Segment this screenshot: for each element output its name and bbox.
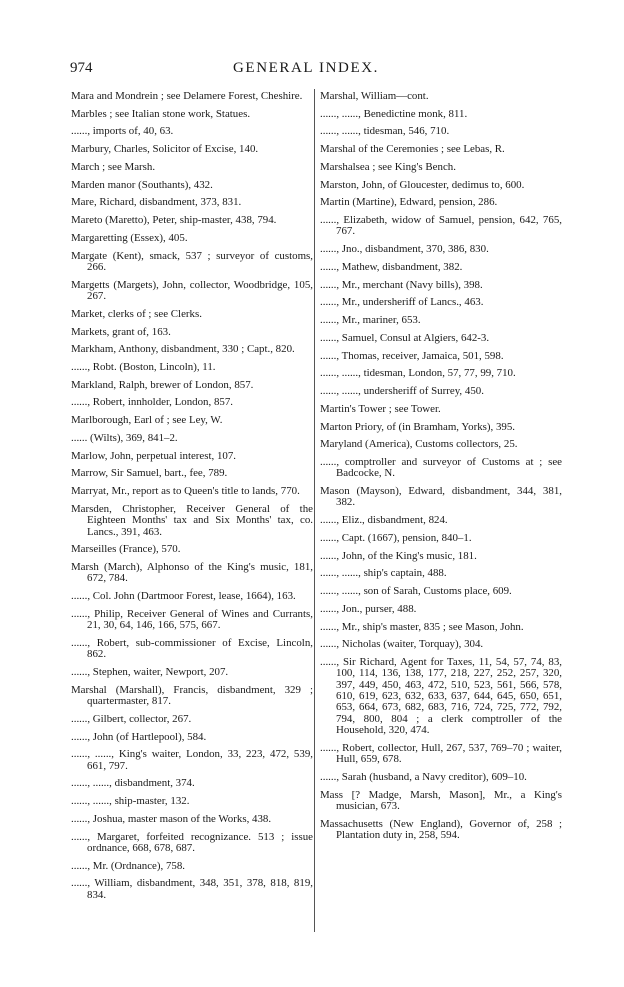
index-entry: Marsden, Christopher, Receiver General of the Eighteen Months' tax and Six Months' tax, co. Lancs., 391, 463. <box>71 502 313 538</box>
index-entry: Marseilles (France), 570. <box>71 543 181 556</box>
index-entry: ......, Robert, sub-commissioner of Excise, Lincoln, 862. <box>71 636 313 661</box>
index-entry: Mareto (Maretto), Peter, ship-master, 438, 794. <box>71 214 277 227</box>
index-entry: ......, Robert, innholder, London, 857. <box>71 396 233 409</box>
page-number: 974 <box>70 60 93 76</box>
index-entry: ......, comptroller and surveyor of Customs at ; see Badcocke, N. <box>320 456 562 480</box>
index-entry: Marlow, John, perpetual interest, 107. <box>71 449 237 462</box>
column-divider <box>314 89 315 932</box>
index-entry: ......, Elizabeth, widow of Samuel, pension, 642, 765, 767. <box>320 214 562 238</box>
index-entry: ......, ......, tidesman, 546, 710. <box>320 125 450 138</box>
index-entry: ......, Jon., purser, 488. <box>320 602 417 615</box>
index-entry: Markland, Ralph, brewer of London, 857. <box>71 378 254 391</box>
index-entry: ......, ......, King's waiter, London, 33, 223, 472, 539, 661, 797. <box>71 748 313 772</box>
index-entry: ......, Sarah (husband, a Navy creditor), 609–10. <box>320 770 527 783</box>
index-entry: ......, Mr., undersheriff of Lancs., 463. <box>320 296 484 309</box>
index-entry: ......, Col. John (Dartmoor Forest, lease, 1664), 163. <box>71 590 296 603</box>
index-entry: ......, Joshua, master mason of the Works, 438. <box>71 812 272 825</box>
index-entry: ......, John, of the King's music, 181. <box>320 549 477 562</box>
index-entry: ......, William, disbandment, 348, 351, 378, 818, 819, 834. <box>71 877 313 901</box>
index-entry: March ; see Marsh. <box>71 160 156 173</box>
index-entry: Marshalsea ; see King's Bench. <box>320 160 456 173</box>
index-entry: Marbury, Charles, Solicitor of Excise, 140. <box>71 143 259 156</box>
right-column <box>320 91 562 841</box>
index-entry: ......, Mr., merchant (Navy bills), 398. <box>320 278 483 291</box>
index-entry: Marsh (March), Alphonso of the King's music, 181, 672, 784. <box>71 561 313 585</box>
index-entry: Markets, grant of, 163. <box>71 325 171 338</box>
index-entry: Market, clerks of ; see Clerks. <box>71 307 202 320</box>
index-entry: Martin's Tower ; see Tower. <box>320 402 441 415</box>
index-entry: ......, ......, Benedictine monk, 811. <box>320 107 468 120</box>
index-entry: ......, ......, ship's captain, 488. <box>320 567 447 580</box>
index-entry: ......, Mathew, disbandment, 382. <box>320 260 463 273</box>
index-entry: Mare, Richard, disbandment, 373, 831. <box>71 196 242 209</box>
index-entry: Margate (Kent), smack, 537 ; surveyor of customs, 266. <box>71 249 313 273</box>
index-entry: Marden manor (Southants), 432. <box>71 178 213 191</box>
index-entry: Markham, Anthony, disbandment, 330 ; Capt., 820. <box>71 343 295 356</box>
index-entry: ......, Margaret, forfeited recognizance. 513 ; issue ordnance, 668, 678, 687. <box>71 830 313 854</box>
index-entry: ......, Eliz., disbandment, 824. <box>320 514 448 527</box>
index-entry: ......, Mr. (Ordnance), 758. <box>71 859 186 872</box>
index-entry: ......, Mr., ship's master, 835 ; see Mason, John. <box>320 620 524 633</box>
index-entry: ......, ......, disbandment, 374. <box>71 777 195 790</box>
index-entry: Marryat, Mr., report as to Queen's title to lands, 770. <box>71 485 300 498</box>
index-entry: ......, Capt. (1667), pension, 840–1. <box>320 531 472 544</box>
index-entry: ......, Mr., mariner, 653. <box>320 314 421 327</box>
index-entry: Marshal, William—cont. <box>320 90 429 102</box>
index-entry: Maryland (America), Customs collectors, 25. <box>320 438 518 451</box>
index-entry: ......, Gilbert, collector, 267. <box>71 712 192 725</box>
index-entry: ......, John (of Hartlepool), 584. <box>71 730 207 743</box>
index-entry: ......, Stephen, waiter, Newport, 207. <box>71 665 229 678</box>
index-entry: ......, ......, tidesman, London, 57, 77, 99, 710. <box>320 367 516 380</box>
index-entry: Mass [? Madge, Marsh, Mason], Mr., a King's musician, 673. <box>320 788 562 813</box>
index-entry: Marton Priory, of (in Bramham, Yorks), 395. <box>320 420 516 433</box>
index-entry: ......, Nicholas (waiter, Torquay), 304. <box>320 638 484 651</box>
index-entry: Marrow, Sir Samuel, bart., fee, 789. <box>71 467 228 480</box>
index-entry: ......, Thomas, receiver, Jamaica, 501, 598. <box>320 349 504 362</box>
index-entry: Martin (Martine), Edward, pension, 286. <box>320 196 498 209</box>
index-entry: ...... (Wilts), 369, 841–2. <box>71 431 178 444</box>
index-entry: Mason (Mayson), Edward, disbandment, 344, 381, 382. <box>320 485 562 509</box>
index-entry: ......, Robt. (Boston, Lincoln), 11. <box>71 360 216 373</box>
index-entry: ......, Sir Richard, Agent for Taxes, 11, 54, 57, 74, 83, 100, 114, 136, 138, 177, 218, 227, 252, 257, 320, 397, 449, 450, 463, 472, 510, 523, 561, 566, 578, 610, 619, 623, 632, 633, 637, 644, 645, 650, 651, 653, 664, 673, 682, 683, 716, 724, 725, 772, 792, 794, 800, 804 ; a clerk comptroller of the Household, 320, 474. <box>320 656 562 737</box>
index-entry: ......, Robert, collector, Hull, 267, 537, 769–70 ; waiter, Hull, 659, 678. <box>320 741 562 766</box>
index-entry: Marshal (Marshall), Francis, disbandment, 329 ; quartermaster, 817. <box>71 683 313 708</box>
index-entry: ......, ......, undersheriff of Surrey, 450. <box>320 385 484 398</box>
index-entry: Marlborough, Earl of ; see Ley, W. <box>71 414 223 427</box>
index-entry: Mara and Mondrein ; see Delamere Forest, Cheshire. <box>71 90 303 102</box>
index-entry: ......, Jno., disbandment, 370, 386, 830. <box>320 243 489 256</box>
index-entry: ......, Philip, Receiver General of Wines and Currants, 21, 30, 64, 146, 166, 575, 667. <box>71 607 313 632</box>
index-entry: ......, Samuel, Consul at Algiers, 642-3. <box>320 331 490 344</box>
index-entry: ......, ......, ship-master, 132. <box>71 795 190 808</box>
left-column <box>71 91 313 901</box>
index-entry: Margetts (Margets), John, collector, Woodbridge, 105, 267. <box>71 278 313 303</box>
index-entry: Marbles ; see Italian stone work, Statues. <box>71 107 251 120</box>
index-entry: ......, imports of, 40, 63. <box>71 125 174 138</box>
page-title: GENERAL INDEX. <box>233 60 379 76</box>
page-header <box>70 60 542 82</box>
index-entry: Marshal of the Ceremonies ; see Lebas, R. <box>320 143 505 156</box>
index-entry: ......, ......, son of Sarah, Customs place, 609. <box>320 585 512 598</box>
index-entry: Massachusetts (New England), Governor of, 258 ; Plantation duty in, 258, 594. <box>320 817 562 842</box>
index-entry: Margaretting (Essex), 405. <box>71 231 188 244</box>
index-entry: Marston, John, of Gloucester, dedimus to, 600. <box>320 178 525 191</box>
